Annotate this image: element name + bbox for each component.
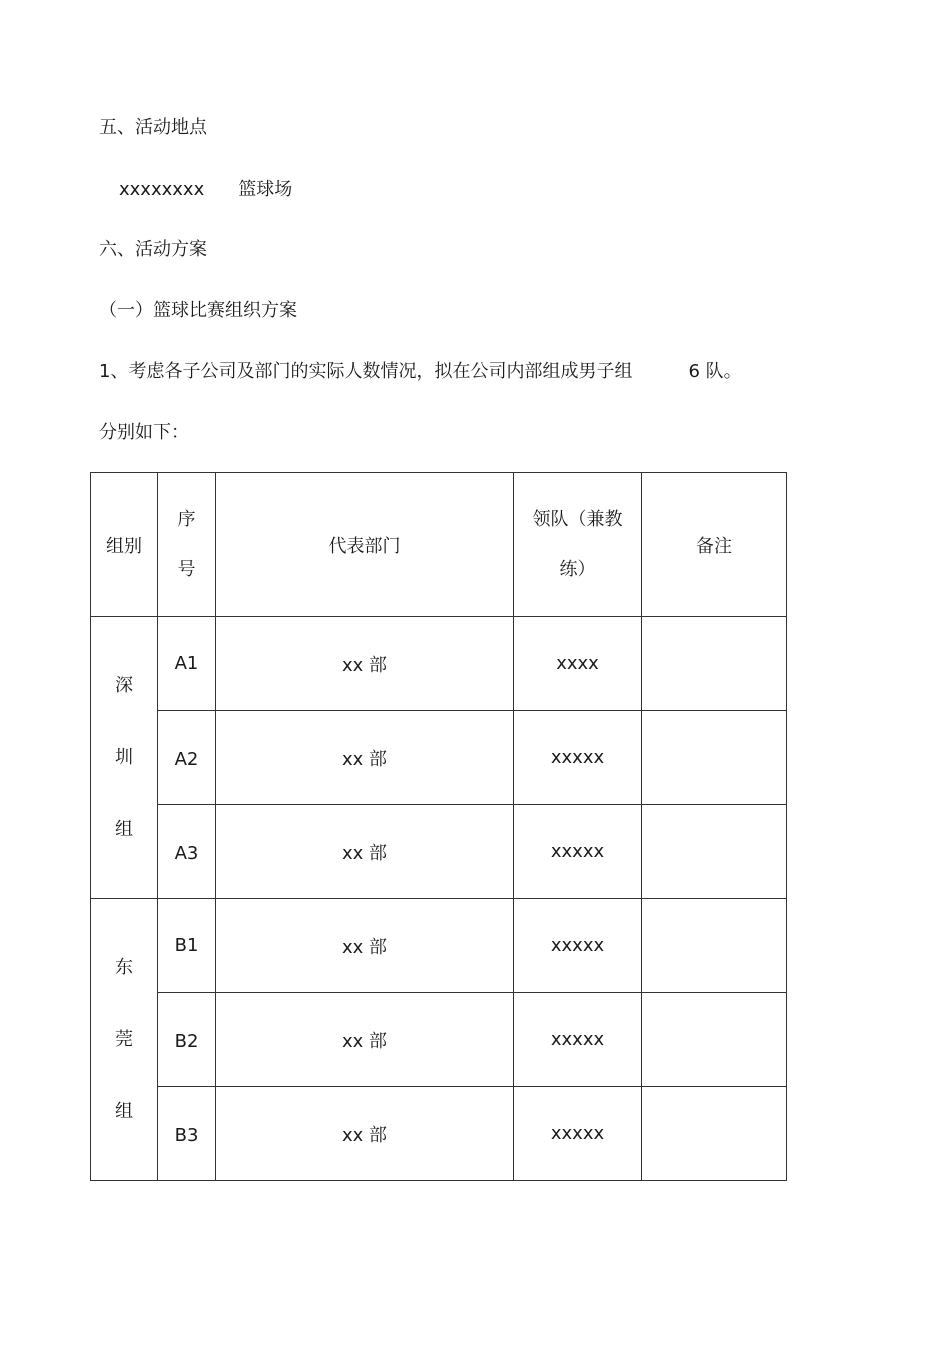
plan-paragraph bbox=[99, 360, 742, 384]
group-name-shenzhen bbox=[91, 617, 158, 899]
leader-cell: xxxxx bbox=[514, 993, 642, 1087]
header-group: 组别 bbox=[91, 473, 158, 617]
note-cell bbox=[642, 711, 787, 805]
table-row bbox=[91, 711, 787, 805]
note-cell bbox=[642, 805, 787, 899]
group-char: 深 bbox=[115, 674, 133, 696]
header-leader-line1: 领队（兼教 bbox=[532, 508, 623, 530]
seq-cell: A1 bbox=[158, 617, 216, 711]
dept-cell: xx 部 bbox=[216, 805, 514, 899]
group-name-dongguan bbox=[91, 899, 158, 1181]
table-header-row bbox=[91, 473, 787, 617]
leader-cell: xxxxx bbox=[514, 805, 642, 899]
sub-heading: （一）篮球比赛组织方案 bbox=[99, 300, 297, 321]
teams-table bbox=[90, 472, 787, 1181]
header-dept: 代表部门 bbox=[216, 473, 514, 617]
dept-cell: xx 部 bbox=[216, 1087, 514, 1181]
header-leader-line2: 练） bbox=[559, 558, 596, 580]
leader-cell: xxxxx bbox=[514, 1087, 642, 1181]
note-cell bbox=[642, 1087, 787, 1181]
header-leader bbox=[514, 473, 642, 617]
header-seq-line2: 号 bbox=[177, 558, 196, 580]
location-place: 篮球场 bbox=[238, 179, 293, 200]
table-row bbox=[91, 805, 787, 899]
dept-cell: xx 部 bbox=[216, 899, 514, 993]
group-char: 组 bbox=[115, 818, 133, 840]
plan-paragraph-text: 1、考虑各子公司及部门的实际人数情况，拟在公司内部组成男子组 bbox=[99, 361, 633, 382]
header-seq-line1: 序 bbox=[177, 508, 196, 530]
plan-followup: 分别如下： bbox=[99, 422, 189, 443]
leader-cell: xxxxx bbox=[514, 899, 642, 993]
table-row bbox=[91, 1087, 787, 1181]
seq-cell: B3 bbox=[158, 1087, 216, 1181]
seq-cell: B1 bbox=[158, 899, 216, 993]
group-char: 组 bbox=[115, 1100, 133, 1122]
location-line bbox=[119, 178, 292, 202]
header-seq bbox=[158, 473, 216, 617]
dept-cell: xx 部 bbox=[216, 993, 514, 1087]
table-row bbox=[91, 617, 787, 711]
section-5-heading: 五、活动地点 bbox=[99, 117, 207, 138]
note-cell bbox=[642, 993, 787, 1087]
table-row bbox=[91, 993, 787, 1087]
leader-cell: xxxx bbox=[514, 617, 642, 711]
section-6-heading: 六、活动方案 bbox=[99, 239, 207, 260]
dept-cell: xx 部 bbox=[216, 617, 514, 711]
location-name: xxxxxxxx bbox=[119, 179, 205, 200]
seq-cell: A3 bbox=[158, 805, 216, 899]
seq-cell: A2 bbox=[158, 711, 216, 805]
table-row bbox=[91, 899, 787, 993]
dept-cell: xx 部 bbox=[216, 711, 514, 805]
team-count: 6 队。 bbox=[688, 361, 742, 382]
group-char: 东 bbox=[115, 956, 133, 978]
group-char: 圳 bbox=[115, 746, 133, 768]
note-cell bbox=[642, 899, 787, 993]
leader-cell: xxxxx bbox=[514, 711, 642, 805]
note-cell bbox=[642, 617, 787, 711]
header-note: 备注 bbox=[642, 473, 787, 617]
group-char: 莞 bbox=[115, 1028, 133, 1050]
seq-cell: B2 bbox=[158, 993, 216, 1087]
